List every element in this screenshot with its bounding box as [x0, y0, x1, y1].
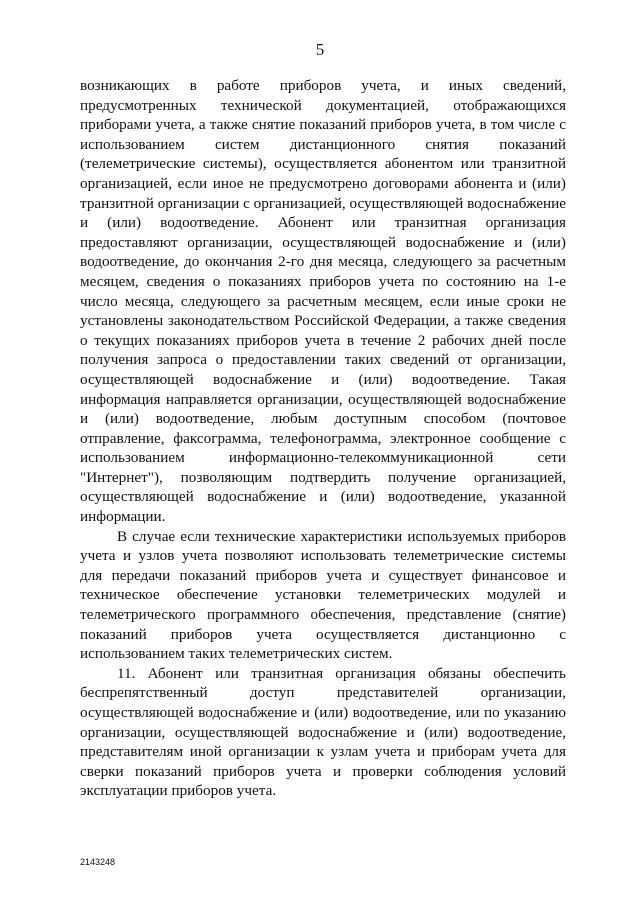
- paragraph-clause-11: 11. Абонент или транзитная организация обязаны обеспечить беспрепятственный доступ представителей организации, осуществляющей водоснабжение и (или) водоотведение, или по указанию организации, осуществляющей водоснабжение и (или) водоотведение, представителям иной организации к узлам учета и приборам учета для сверки показаний приборов учета и проверки соблюдения условий эксплуатации приборов учета.: [80, 664, 566, 800]
- page-number: 5: [315, 40, 325, 59]
- document-code: 2143248: [80, 857, 116, 867]
- paragraph-telemetry: В случае если технические характеристики используемых приборов учета и узлов учета позволяют использовать телеметрические системы для передачи показаний приборов учета и существует финансовое и техническое обеспечение установки телеметрических модулей и телеметрического программного обеспечения, представление (снятие) показаний приборов учета осуществляется дистанционно с использованием таких телеметрических систем.: [80, 527, 566, 663]
- document-body: [80, 76, 566, 801]
- paragraph-continuation: возникающих в работе приборов учета, и иных сведений, предусмотренных технической документацией, отображающихся приборами учета, а также снятие показаний приборов учета, в том числе с использованием систем дистанционного снятия показаний (телеметрические системы), осуществляется абонентом или транзитной организацией, если иное не предусмотрено договорами абонента и (или) транзитной организации с организацией, осуществляющей водоснабжение и (или) водоотведение. Абонент или транзитная организация предоставляют организации, осуществляющей водоснабжение и (или) водоотведение, до окончания 2-го дня месяца, следующего за расчетным месяцем, сведения о показаниях приборов учета по состоянию на 1-е число месяца, следующего за расчетным месяцем, если иные сроки не установлены законодательством Российской Федерации, а также сведения о текущих показаниях приборов учета в течение 2 рабочих дней после получения запроса о предоставлении таких сведений от организации, осуществляющей водоснабжение и (или) водоотведение. Такая информация направляется организации, осуществляющей водоснабжение и (или) водоотведение, любым доступным способом (почтовое отправление, факсограмма, телефонограмма, электронное сообщение с использованием информационно-телекоммуникационной сети "Интернет"), позволяющим подтвердить получение организацией, осуществляющей водоснабжение и (или) водоотведение, указанной информации.: [80, 77, 566, 526]
